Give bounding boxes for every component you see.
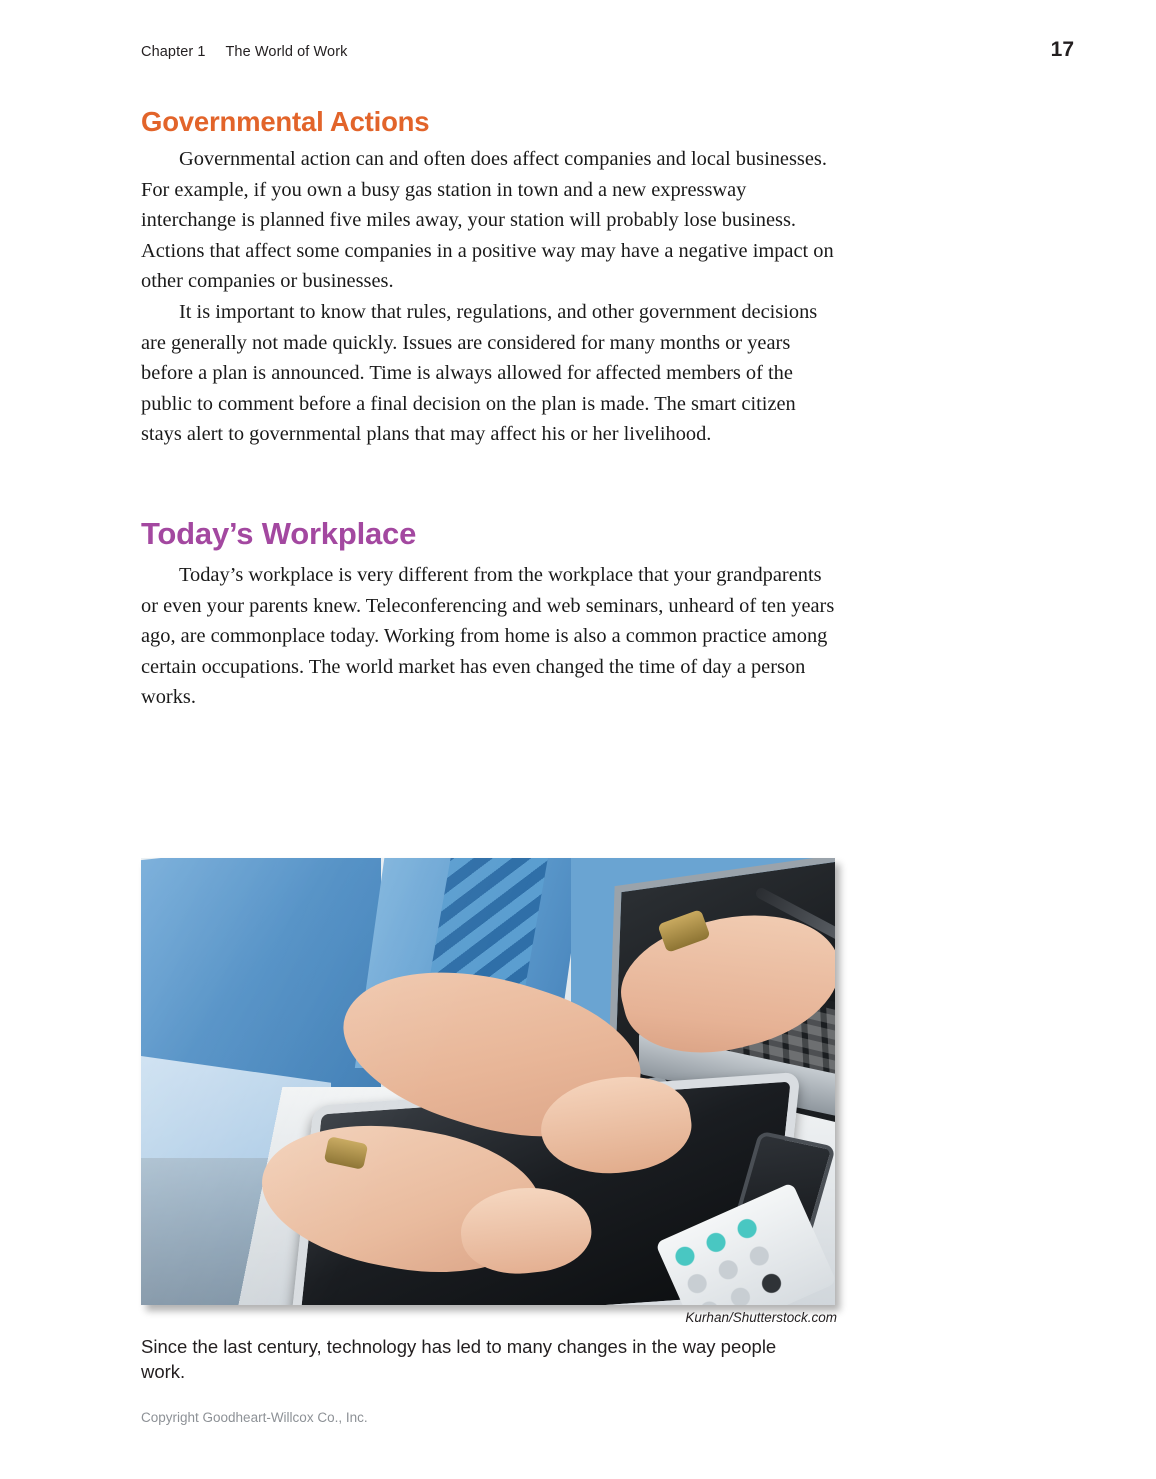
section-spacer xyxy=(141,450,841,516)
figure-block xyxy=(141,858,837,1382)
section-heading-governmental-actions: Governmental Actions xyxy=(141,106,430,137)
photo-highlight-overlay xyxy=(141,858,835,1305)
running-head-chapter: Chapter 1 xyxy=(141,44,206,60)
section-heading-todays-workplace: Today’s Workplace xyxy=(141,515,417,551)
figure-photo xyxy=(141,858,835,1305)
paragraph-governmental-2: It is important to know that rules, regulations, and other government decisions are generally not made quickly. Issues are considered for many months or years before a plan is announced. Time is always allowed for affected members of the public to comment before a final decision on the plan is made. The smart citizen stays alert to governmental plans that may affect his or her livelihood. xyxy=(141,300,818,446)
content-column xyxy=(141,106,841,713)
running-head-title: The World of Work xyxy=(225,44,348,60)
paragraph-workplace-1: Today’s workplace is very different from the workplace that your grandparents or even your parents knew. Teleconferencing and web seminars, unheard of ten years ago, are commonplace today. Working from home is also a common practice among certain occupations. The world market has even changed the time of day a person works. xyxy=(141,563,835,709)
running-head xyxy=(141,44,348,60)
copyright-notice: Copyright Goodheart-Willcox Co., Inc. xyxy=(141,1410,368,1425)
paragraph-governmental-1: Governmental action can and often does affect companies and local businesses. For example, if you own a busy gas station in town and a new expressway interchange is planned five miles away, your station will probably lose business. Actions that affect some companies in a positive way may have a negative impact on other companies or businesses. xyxy=(141,148,834,293)
figure-caption: Since the last century, technology has led to many changes in the way people work. xyxy=(141,1336,777,1382)
figure-credit: Kurhan/Shutterstock.com xyxy=(685,1310,837,1325)
page-number: 17 xyxy=(1050,38,1074,61)
